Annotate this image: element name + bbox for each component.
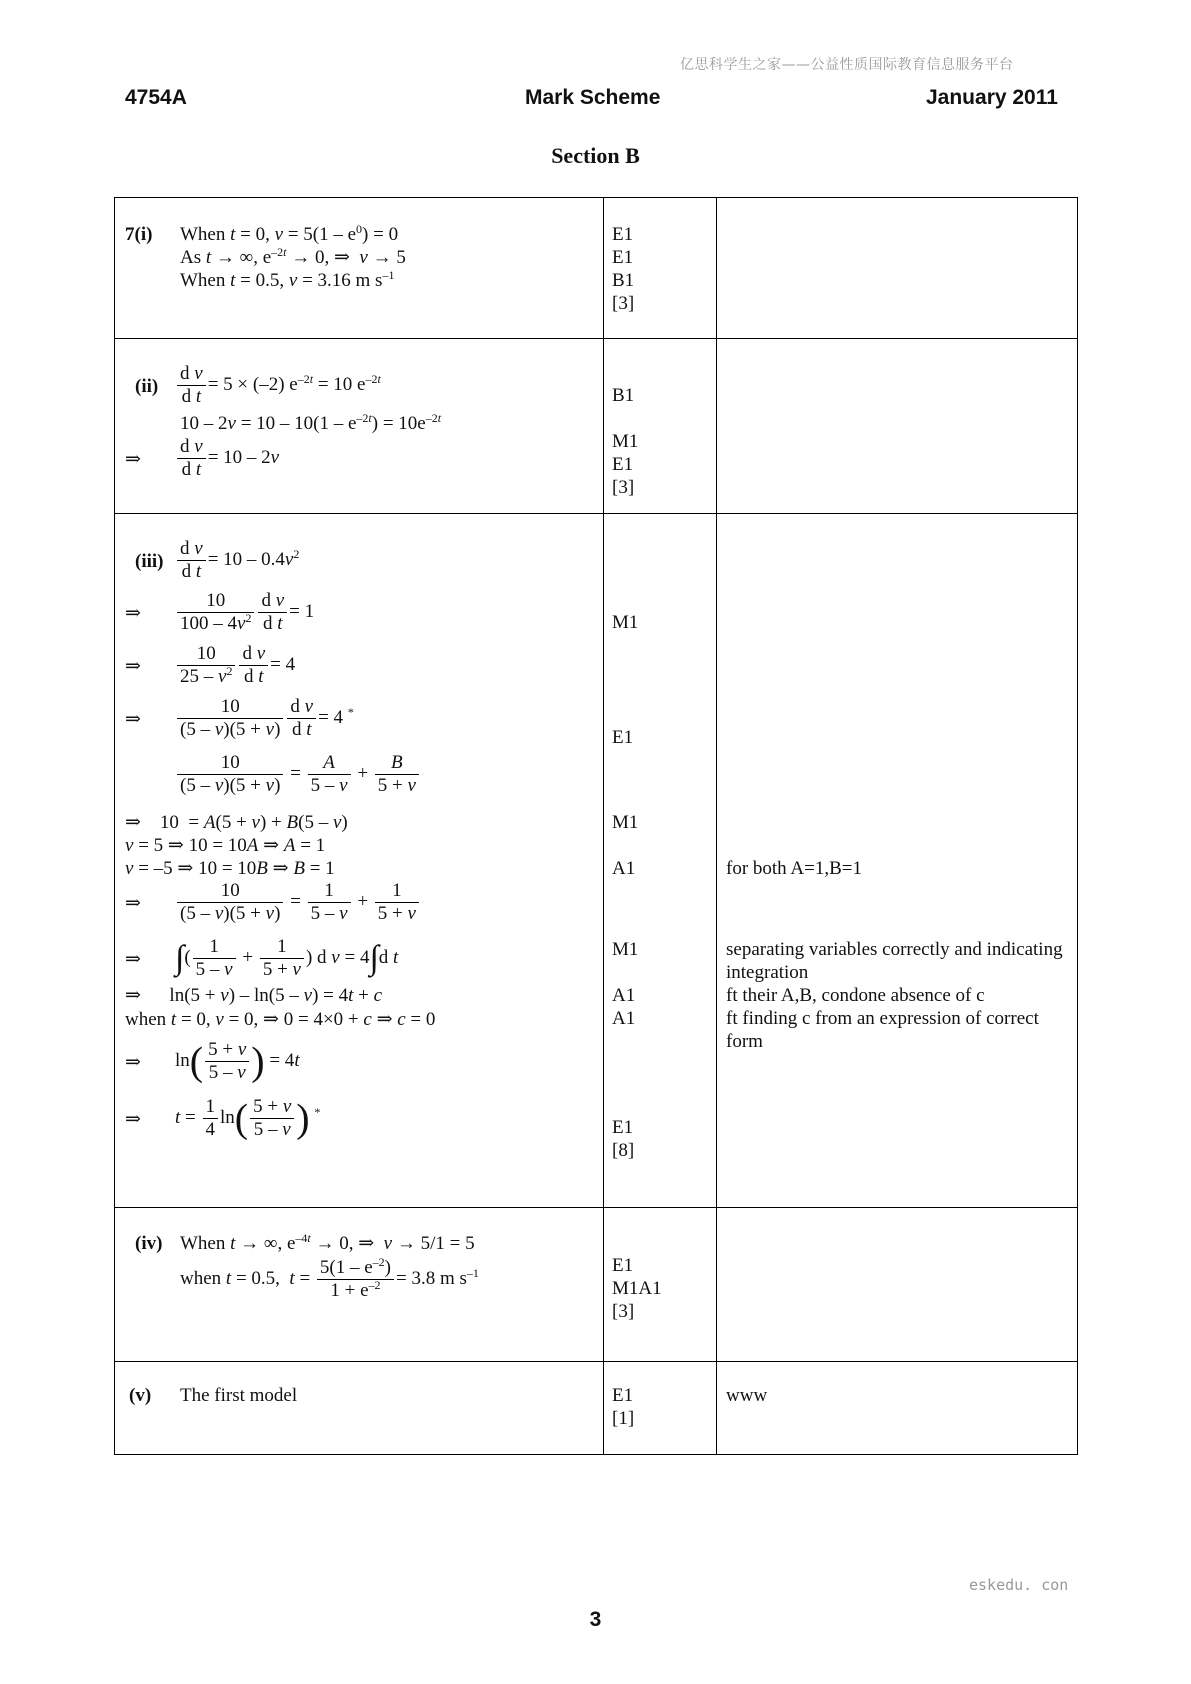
mark: A1 — [612, 858, 636, 879]
row-divider — [115, 338, 1077, 339]
mark: A1 — [612, 1008, 636, 1029]
mark: E1 — [612, 224, 634, 245]
working-line: ∫( $\frac{1}{5 - v}$ + $\frac{1}{5 + v}$ ) d v = 4∫d t — [175, 936, 399, 980]
paper-code: 4754A — [125, 86, 187, 109]
mark: B1 — [612, 385, 635, 406]
examiner-comment: ft their A,B, condone absence of c — [726, 985, 985, 1006]
mark: E1 — [612, 454, 634, 475]
examiner-comment: separating variables correctly and indicating integration — [726, 939, 1063, 983]
working-line: $\frac{10}{25 - v^2}$ $\frac{\text{d v}}{\text{d t}}$ = 4 — [175, 643, 295, 688]
marks-column — [612, 223, 634, 315]
marks-column — [612, 1254, 662, 1323]
working-line: $\frac{10}{(5 - v)(5 + v)}$ = $\frac{A}{5 - v}$ + $\frac{B}{5 + v}$ — [175, 752, 421, 797]
working-line: $\frac{\text{d v}}{\text{d t}}$ = $10 - 0.4v^2$ — [175, 538, 299, 583]
working-line: $\frac{10}{100 - 4v^2}$ $\frac{\text{d v}}{\text{d t}}$ = 1 — [175, 590, 314, 635]
marks-column — [612, 430, 638, 499]
working-line: When t → ∞, $e^{-4t} \to 0$, ⇒ v → 5/1 = 5 — [180, 1231, 475, 1254]
examiner-comment: www — [726, 1385, 768, 1406]
implies-symbol: ⇒ — [125, 949, 141, 970]
mark: E1 — [612, 1255, 634, 1276]
implies-symbol: ⇒ — [125, 1052, 141, 1073]
working-line: t = $\frac{1}{4}$ ln( $\frac{5 + v}{5 - v}$ ) * — [175, 1095, 321, 1141]
part-label: (iv) — [135, 1233, 163, 1254]
implies-symbol: ⇒ — [125, 449, 141, 470]
implies-symbol: ⇒ — [125, 709, 141, 730]
column-divider — [716, 198, 717, 1454]
working-line: ⇒ 10 = A(5 + v) + B(5 – v) — [125, 812, 348, 833]
part-label: (v) — [129, 1385, 152, 1406]
working-line: when t = 0.5, t = $\frac{5(1 - e^{-2})}{1 + e^{-2}}$ = 3.8 m $s^{-1}$ — [180, 1255, 479, 1301]
mark: E1 — [612, 727, 634, 748]
implies-symbol: ⇒ — [125, 603, 141, 624]
working-line: $10 - 2v = 10 - 10(1 - e^{-2t}) = 10e^{-2t}$ — [180, 411, 442, 434]
mark: M1A1 — [612, 1278, 662, 1299]
mark: M1 — [612, 612, 639, 633]
exam-date: January 2011 — [926, 86, 1058, 109]
row-divider — [115, 1361, 1077, 1362]
column-divider — [603, 198, 604, 1454]
implies-symbol: ⇒ — [125, 656, 141, 677]
watermark-bottom: eskedu. con — [969, 1576, 1069, 1594]
part-label: (iii) — [135, 551, 164, 572]
working-line: v = 5 ⇒ 10 = 10A ⇒ A = 1 — [125, 835, 326, 856]
examiner-comment: ft finding c from an expression of correct form — [726, 1008, 1039, 1052]
working-line: $\frac{\text{d v}}{\text{d t}}$ = 5 × (–2) $e^{-2t} = 10$ $e^{-2t}$ — [175, 363, 381, 408]
working-line: $\frac{10}{(5 - v)(5 + v)}$ = $\frac{1}{5 - v}$ + $\frac{1}{5 + v}$ — [175, 880, 421, 925]
working-line: $\frac{10}{(5 - v)(5 + v)}$ $\frac{\text{d v}}{\text{d t}}$ = 4 * — [175, 696, 354, 741]
row-divider — [115, 1207, 1077, 1208]
implies-symbol: ⇒ — [125, 893, 141, 914]
working-line: ln( $\frac{5 + v}{5 - v}$ ) = 4t — [175, 1038, 300, 1084]
mark: E1 — [612, 1385, 634, 1406]
part-label: 7(i) — [125, 224, 153, 245]
working-line: The first model — [180, 1385, 298, 1406]
implies-symbol: ⇒ — [125, 1109, 141, 1130]
document-title: Mark Scheme — [525, 86, 661, 109]
mark: M1 — [612, 431, 639, 452]
mark-total: [8] — [612, 1140, 635, 1161]
part-label: (ii) — [135, 376, 159, 397]
working-line: $\frac{\text{d v}}{\text{d t}}$ = 10 – 2v — [175, 436, 279, 481]
section-title: Section B — [551, 143, 640, 168]
working-line: As t → ∞, $e^{-2t} \to 0$, ⇒ v → 5 — [180, 245, 406, 268]
working-line: When t = 0, $v = 5(1 - e^0) = 0$ — [180, 222, 399, 245]
mark-total: [1] — [612, 1408, 635, 1429]
mark-total: [3] — [612, 477, 635, 498]
examiner-comment: for both A=1,B=1 — [726, 858, 862, 879]
mark: A1 — [612, 985, 636, 1006]
row-divider — [115, 513, 1077, 514]
mark: M1 — [612, 812, 639, 833]
watermark-top: 亿思科学生之家——公益性质国际教育信息服务平台 — [680, 57, 1014, 73]
mark-total: [3] — [612, 1301, 635, 1322]
working-line: ⇒ ln(5 + v) – ln(5 – v) = 4t + c — [125, 985, 383, 1006]
working-line: when t = 0, v = 0, ⇒ 0 = 4×0 + c ⇒ c = 0 — [125, 1009, 436, 1030]
mark: E1 — [612, 247, 634, 268]
working-line: When t = 0.5, v = 3.16 m $s^{-1}$ — [180, 268, 395, 291]
page-number: 3 — [589, 1608, 602, 1631]
marks-column — [612, 384, 634, 407]
mark-total: [3] — [612, 293, 635, 314]
working-line: v = –5 ⇒ 10 = 10B ⇒ B = 1 — [125, 858, 335, 879]
mark: M1 — [612, 939, 639, 960]
mark: E1 — [612, 1117, 634, 1138]
mark: B1 — [612, 270, 635, 291]
mark-scheme-table — [114, 197, 1078, 1455]
marks-column — [612, 1384, 634, 1430]
